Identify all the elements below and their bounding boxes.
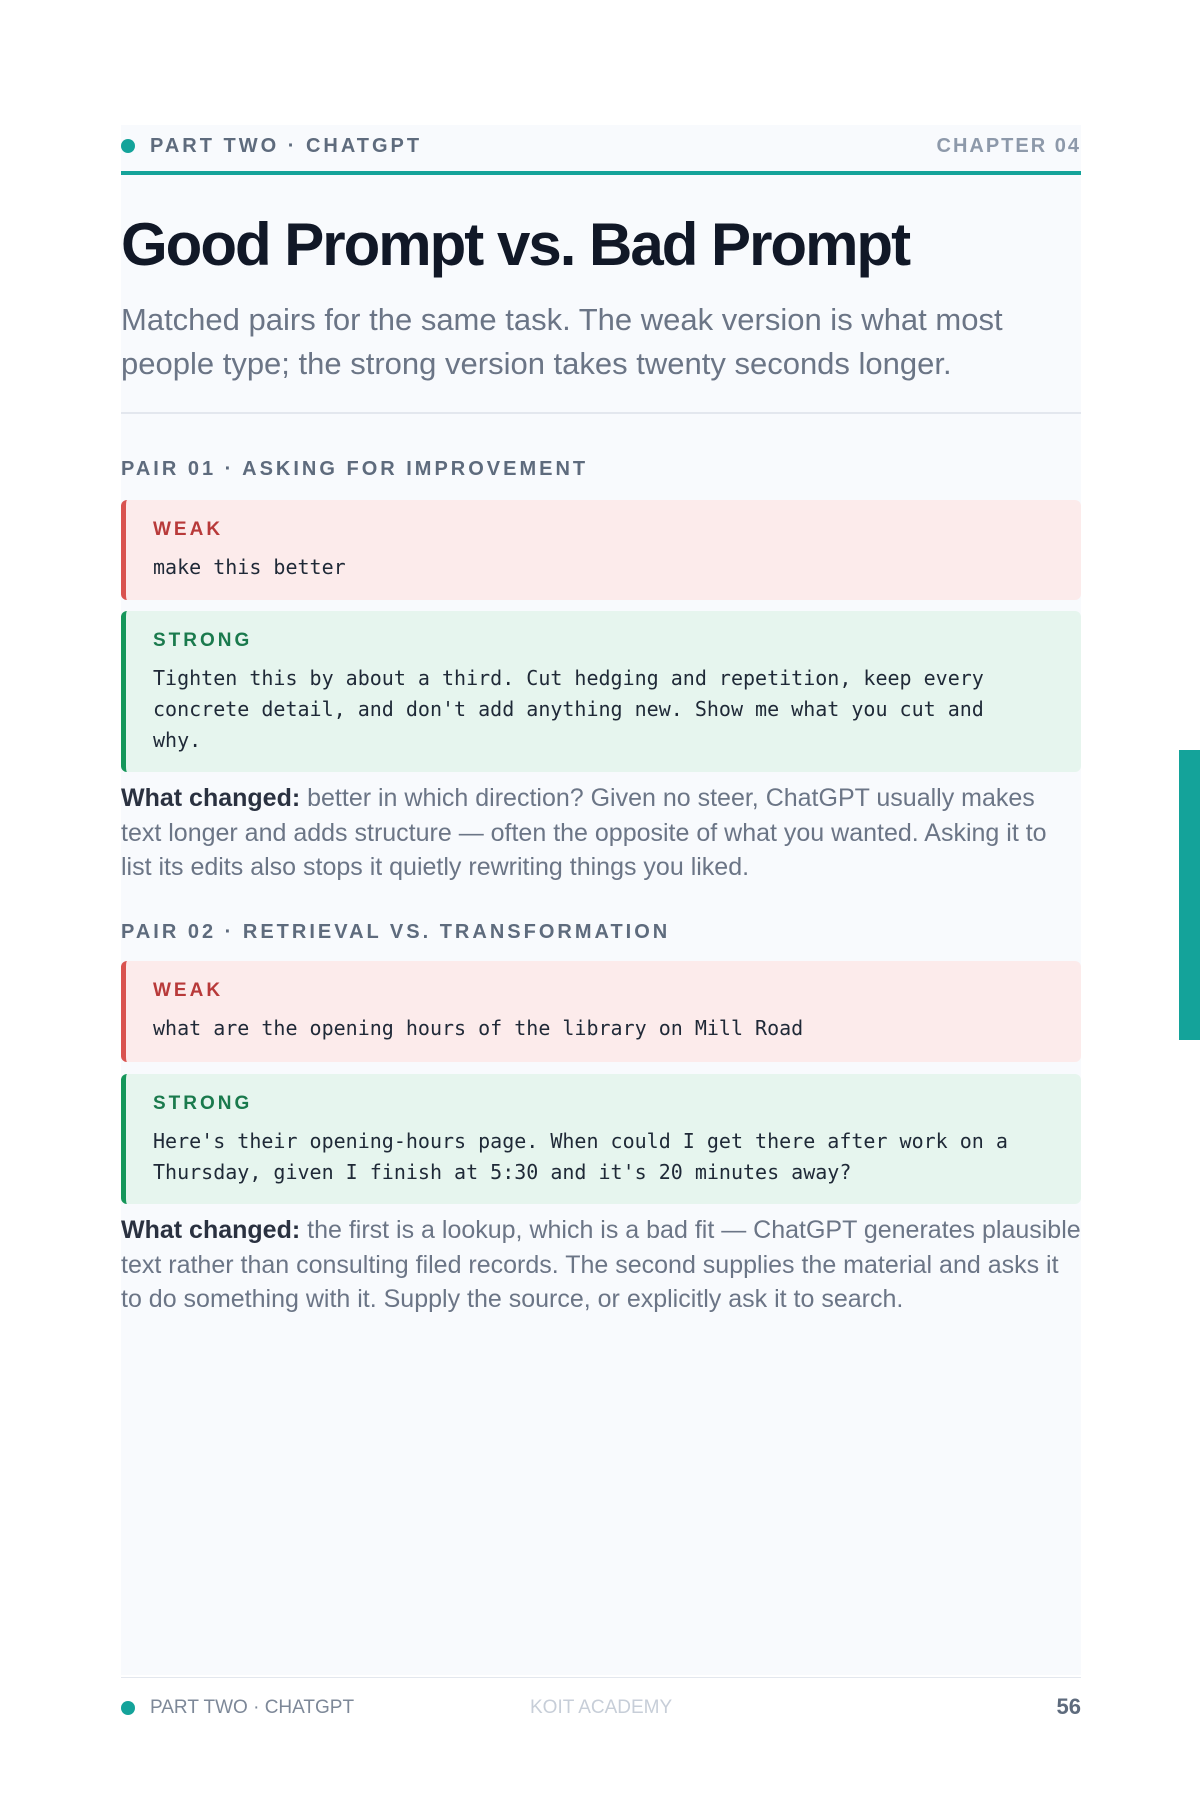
pair-heading: PAIR 01 · ASKING FOR IMPROVEMENT <box>121 458 589 480</box>
page-subtitle: Matched pairs for the same task. The weak version is what most people type; the strong version takes twenty seconds longer. <box>121 302 1003 381</box>
weak-prompt-text: make this better <box>153 555 346 579</box>
what-changed-note <box>121 1213 1081 1317</box>
strong-tag: STRONG <box>153 630 253 651</box>
footer-brand: KOIT ACADEMY <box>530 1697 673 1718</box>
weak-prompt-text: what are the opening hours of the library on Mill Road <box>153 1016 804 1040</box>
running-header <box>121 125 1081 175</box>
weak-prompt-box <box>121 500 1081 600</box>
page-title: Good Prompt vs. Bad Prompt <box>121 211 910 278</box>
header-chapter-label: CHAPTER 04 <box>936 135 1081 157</box>
pair-heading: PAIR 02 · RETRIEVAL VS. TRANSFORMATION <box>121 921 671 943</box>
section-dot-icon <box>121 139 135 153</box>
note-label: What changed: <box>121 784 301 812</box>
page-number: 56 <box>1056 1694 1081 1719</box>
weak-prompt-box <box>121 961 1081 1062</box>
footer-divider <box>121 1677 1081 1678</box>
weak-tag: WEAK <box>153 980 224 1001</box>
header-part-label: PART TWO · CHATGPT <box>150 135 423 157</box>
what-changed-note <box>121 781 1081 885</box>
footer-part-label: PART TWO · CHATGPT <box>150 1697 355 1718</box>
strong-prompt-box <box>121 611 1081 772</box>
title-divider <box>121 412 1081 414</box>
strong-prompt-box <box>121 1074 1081 1204</box>
footer-dot-icon <box>121 1701 135 1715</box>
strong-tag: STRONG <box>153 1093 253 1114</box>
strong-prompt-text: Tighten this by about a third. Cut hedging and repetition, keep every concrete detail, and don't add anything new. Show me what you cut and why. <box>153 666 984 752</box>
note-text: better in which direction? Given no steer, ChatGPT usually makes text longer and adds structure — often the opposite of what you wanted. Asking it to list its edits also stops it quietly rewriting things you liked. <box>121 784 1047 881</box>
note-label: What changed: <box>121 1216 301 1244</box>
strong-prompt-text: Here's their opening-hours page. When could I get there after work on a Thursday, given I finish at 5:30 and it's 20 minutes away? <box>153 1129 1008 1184</box>
note-text: the first is a lookup, which is a bad fit — ChatGPT generates plausible text rather than consulting filed records. The second supplies the material and asks it to do something with it. Supply the source, or explicitly ask it to search. <box>121 1216 1081 1313</box>
chapter-side-tab <box>1179 750 1200 1040</box>
weak-tag: WEAK <box>153 519 224 540</box>
